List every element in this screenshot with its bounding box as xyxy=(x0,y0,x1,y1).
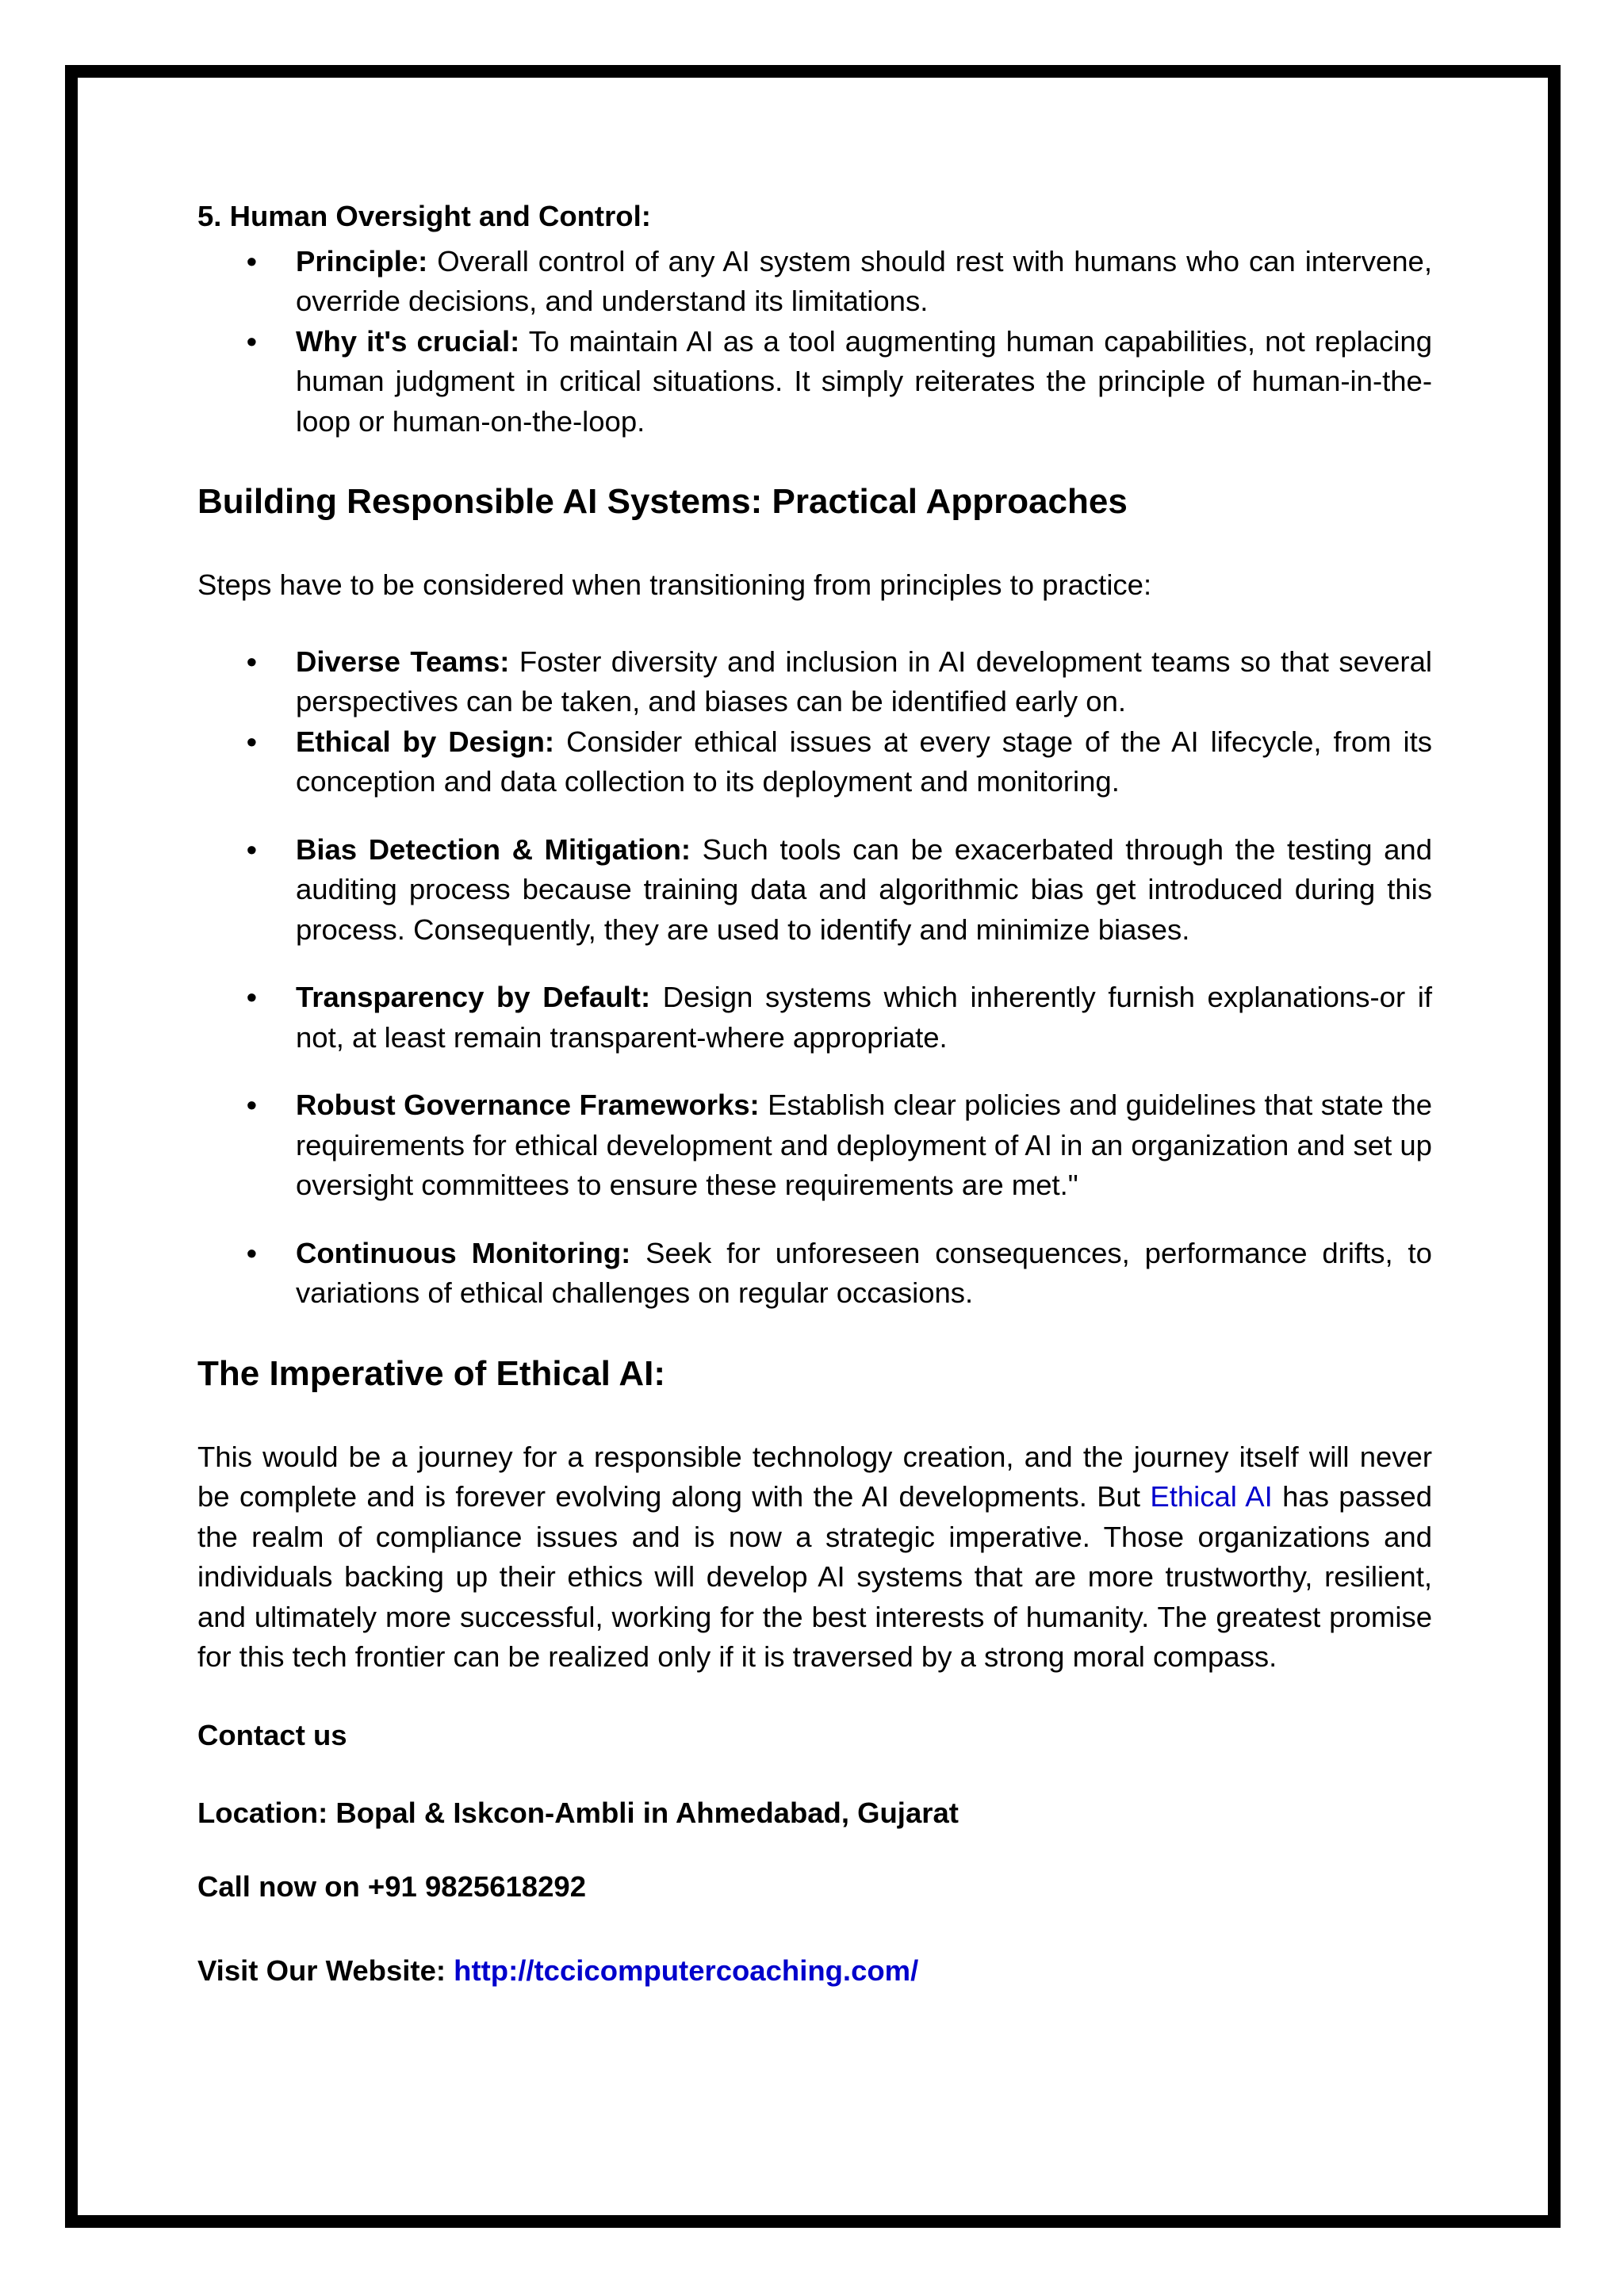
contact-heading: Contact us xyxy=(197,1718,347,1751)
item-label: Diverse Teams: xyxy=(296,645,510,678)
list-item xyxy=(197,830,1432,951)
list-item xyxy=(197,1234,1432,1314)
item-label: Principle: xyxy=(296,244,428,277)
bullet-icon: • xyxy=(247,725,257,758)
item-label: Bias Detection & Mitigation: xyxy=(296,832,691,866)
list-item xyxy=(197,1085,1432,1206)
section-heading-imperative: The Imperative of Ethical AI: xyxy=(197,1353,666,1393)
item-label: Transparency by Default: xyxy=(296,981,651,1013)
list-item xyxy=(197,642,1432,722)
section-heading-human-oversight: 5. Human Oversight and Control: xyxy=(197,200,651,232)
item-text: Consider ethical issues at every stage of the AI lifecycle, from its conception and data collection to its deployment and monitoring. xyxy=(296,725,1433,798)
list-item xyxy=(197,722,1432,802)
item-text: Overall control of any AI system should rest with humans who can intervene, override decisions, and understand its limitations. xyxy=(296,244,1432,317)
item-text: Seek for unforeseen consequences, performance drifts, to variations of ethical challenges on regular occasions. xyxy=(296,1236,1432,1309)
item-text: Foster diversity and inclusion in AI development teams so that several perspectives can be taken, and biases can be identified early on. xyxy=(296,645,1432,718)
website-link[interactable]: http://tccicomputercoaching.com/ xyxy=(454,1954,919,1987)
bullet-icon: • xyxy=(247,324,257,358)
item-text: Design systems which inherently furnish explanations-or if not, at least remain transparent-where appropriate. xyxy=(296,981,1432,1054)
bullet-icon: • xyxy=(247,1089,257,1121)
ethical-ai-link[interactable]: Ethical AI xyxy=(1150,1480,1273,1513)
building-intro: Steps have to be considered when transitioning from principles to practice: xyxy=(197,568,1152,601)
list-item xyxy=(197,322,1432,442)
item-label: Ethical by Design: xyxy=(296,725,555,758)
item-label: Continuous Monitoring: xyxy=(296,1236,631,1269)
document-content xyxy=(197,197,1432,1992)
item-text: Such tools can be exacerbated through the testing and auditing process because training data and algorithmic bias get introduced during this process. Consequently, they are used to identify and minimize biases. xyxy=(296,832,1432,946)
bullet-icon: • xyxy=(247,981,257,1013)
list-item xyxy=(197,978,1432,1058)
item-label: Robust Governance Frameworks: xyxy=(296,1089,760,1121)
human-oversight-list xyxy=(197,242,1432,442)
imperative-paragraph xyxy=(197,1437,1432,1678)
bullet-icon: • xyxy=(247,244,257,277)
paragraph-text-before-link: This would be a journey for a responsible technology creation, and the journey itself will never be complete and is forever evolving along with the AI developments. But xyxy=(197,1440,1432,1513)
list-item xyxy=(197,242,1432,322)
practical-approaches-list xyxy=(197,642,1432,1314)
section-heading-building-responsible-ai: Building Responsible AI Systems: Practical Approaches xyxy=(197,482,1128,521)
paragraph-text-after-link: has passed the realm of compliance issues and is now a strategic imperative. Those organizations and individuals backing up their ethics will develop AI systems that are more trustworthy, resilient, and ultimately more successful, working for the best interests of humanity. The greatest promise for this tech frontier can be realized only if it is traversed by a strong moral compass. xyxy=(197,1480,1432,1673)
bullet-icon: • xyxy=(247,1236,257,1269)
bullet-icon: • xyxy=(247,832,257,866)
item-label: Why it's crucial: xyxy=(296,324,520,358)
bullet-icon: • xyxy=(247,645,257,678)
item-text: Establish clear policies and guidelines that state the requirements for ethical development and deployment of AI in an organization and set up oversight committees to ensure these requirements are met." xyxy=(296,1089,1432,1201)
contact-phone: Call now on +91 9825618292 xyxy=(197,1869,586,1903)
contact-location: Location: Bopal & Iskcon-Ambli in Ahmedabad, Gujarat xyxy=(197,1797,959,1829)
website-label: Visit Our Website: xyxy=(197,1954,454,1987)
contact-website xyxy=(197,1951,1432,1992)
item-text: To maintain AI as a tool augmenting human capabilities, not replacing human judgment in critical situations. It simply reiterates the principle of human-in-the-loop or human-on-the-loop. xyxy=(296,324,1432,438)
